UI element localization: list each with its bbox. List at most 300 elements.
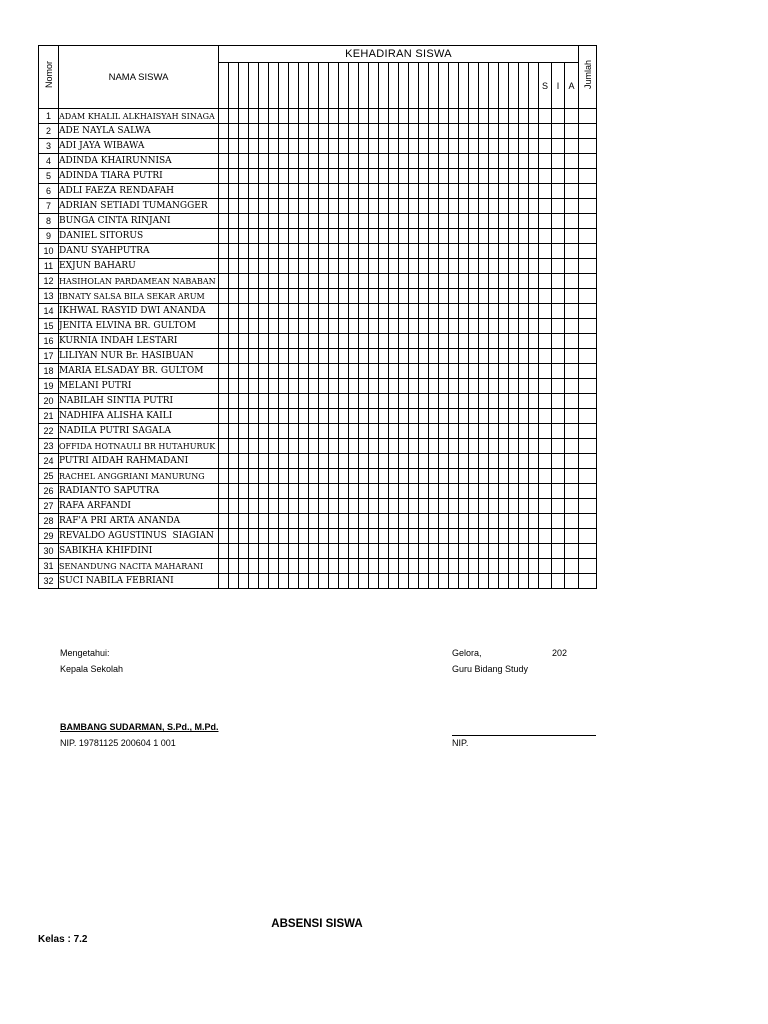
attendance-cell: [289, 124, 299, 139]
attendance-cell: [229, 229, 239, 244]
attendance-cell: [289, 184, 299, 199]
attendance-cell: [309, 229, 319, 244]
student-row: [39, 349, 597, 364]
sakit-cell: [539, 184, 552, 199]
attendance-cell: [449, 439, 459, 454]
alpa-cell: [565, 199, 579, 214]
attendance-cell: [399, 454, 409, 469]
student-row: [39, 469, 597, 484]
attendance-cell: [269, 199, 279, 214]
attendance-cell: [429, 319, 439, 334]
attendance-cell: [419, 499, 429, 514]
attendance-cell: [329, 439, 339, 454]
attendance-cell: [309, 214, 319, 229]
attendance-cell: [429, 559, 439, 574]
jumlah-cell: [579, 574, 597, 589]
attendance-cell: [519, 394, 529, 409]
attendance-cell: [489, 124, 499, 139]
attendance-cell: [439, 394, 449, 409]
jumlah-cell: [579, 229, 597, 244]
attendance-cell: [489, 334, 499, 349]
attendance-cell: [349, 514, 359, 529]
attendance-cell: [369, 109, 379, 124]
attendance-cell: [429, 409, 439, 424]
row-number: 13: [39, 289, 59, 304]
attendance-cell: [359, 424, 369, 439]
attendance-cell: [439, 154, 449, 169]
attendance-cell: [449, 304, 459, 319]
attendance-cell: [249, 379, 259, 394]
attendance-cell: [349, 199, 359, 214]
attendance-cell: [219, 379, 229, 394]
attendance-cell: [529, 349, 539, 364]
attendance-cell: [429, 574, 439, 589]
izin-cell: [552, 469, 565, 484]
attendance-cell: [439, 529, 449, 544]
attendance-cell: [269, 529, 279, 544]
izin-cell: [552, 394, 565, 409]
attendance-cell: [409, 214, 419, 229]
attendance-cell: [269, 139, 279, 154]
attendance-cell: [219, 469, 229, 484]
attendance-cell: [219, 244, 229, 259]
row-number: 17: [39, 349, 59, 364]
attendance-cell: [469, 559, 479, 574]
attendance-cell: [259, 229, 269, 244]
attendance-cell: [339, 364, 349, 379]
attendance-cell: [279, 469, 289, 484]
attendance-cell: [449, 214, 459, 229]
attendance-cell: [529, 484, 539, 499]
attendance-cell: [479, 484, 489, 499]
attendance-cell: [249, 184, 259, 199]
attendance-cell: [249, 394, 259, 409]
attendance-cell: [279, 499, 289, 514]
attendance-cell: [229, 454, 239, 469]
row-number: 1: [39, 109, 59, 124]
attendance-cell: [439, 574, 449, 589]
attendance-cell: [349, 484, 359, 499]
attendance-cell: [519, 274, 529, 289]
jumlah-cell: [579, 469, 597, 484]
student-row: [39, 289, 597, 304]
attendance-cell: [339, 469, 349, 484]
attendance-cell: [359, 274, 369, 289]
attendance-cell: [319, 499, 329, 514]
attendance-cell: [379, 349, 389, 364]
attendance-cell: [429, 154, 439, 169]
attendance-cell: [249, 484, 259, 499]
attendance-cell: [369, 199, 379, 214]
attendance-cell: [499, 394, 509, 409]
attendance-cell: [469, 529, 479, 544]
attendance-cell: [339, 289, 349, 304]
attendance-cell: [399, 379, 409, 394]
student-name: ADE NAYLA SALWA: [59, 124, 219, 139]
attendance-cell: [259, 379, 269, 394]
jumlah-cell: [579, 199, 597, 214]
attendance-cell: [469, 514, 479, 529]
attendance-cell: [299, 499, 309, 514]
attendance-cell: [319, 544, 329, 559]
attendance-cell: [269, 289, 279, 304]
attendance-cell: [329, 319, 339, 334]
attendance-cell: [219, 184, 229, 199]
attendance-cell: [489, 559, 499, 574]
attendance-cell: [489, 199, 499, 214]
attendance-cell: [289, 544, 299, 559]
attendance-cell: [299, 529, 309, 544]
row-number: 18: [39, 364, 59, 379]
attendance-cell: [499, 484, 509, 499]
attendance-cell: [399, 154, 409, 169]
attendance-cell: [319, 559, 329, 574]
attendance-cell: [259, 289, 269, 304]
attendance-cell: [229, 349, 239, 364]
row-number: 16: [39, 334, 59, 349]
attendance-cell: [289, 574, 299, 589]
attendance-cell: [379, 364, 389, 379]
attendance-cell: [459, 379, 469, 394]
attendance-cell: [509, 214, 519, 229]
attendance-cell: [509, 544, 519, 559]
attendance-cell: [489, 424, 499, 439]
attendance-cell: [219, 364, 229, 379]
attendance-cell: [529, 439, 539, 454]
attendance-cell: [429, 514, 439, 529]
attendance-cell: [259, 529, 269, 544]
attendance-cell: [319, 439, 329, 454]
attendance-cell: [289, 139, 299, 154]
attendance-cell: [489, 379, 499, 394]
attendance-cell: [279, 109, 289, 124]
attendance-cell: [259, 259, 269, 274]
day-column-header: [369, 63, 379, 109]
attendance-cell: [329, 409, 339, 424]
student-row: [39, 169, 597, 184]
attendance-cell: [429, 469, 439, 484]
student-name: RAF'A PRI ARTA ANANDA: [59, 514, 219, 529]
attendance-cell: [389, 229, 399, 244]
attendance-cell: [299, 289, 309, 304]
attendance-cell: [289, 334, 299, 349]
attendance-cell: [389, 274, 399, 289]
attendance-cell: [509, 379, 519, 394]
attendance-cell: [529, 154, 539, 169]
student-row: [39, 319, 597, 334]
attendance-cell: [359, 514, 369, 529]
attendance-cell: [519, 259, 529, 274]
attendance-cell: [419, 379, 429, 394]
attendance-cell: [349, 364, 359, 379]
attendance-cell: [399, 304, 409, 319]
attendance-cell: [469, 139, 479, 154]
attendance-cell: [259, 319, 269, 334]
attendance-cell: [509, 169, 519, 184]
attendance-cell: [499, 304, 509, 319]
attendance-cell: [469, 379, 479, 394]
student-name: SUCI NABILA FEBRIANI: [59, 574, 219, 589]
attendance-cell: [529, 364, 539, 379]
attendance-cell: [229, 169, 239, 184]
attendance-cell: [239, 334, 249, 349]
attendance-cell: [329, 529, 339, 544]
attendance-cell: [409, 529, 419, 544]
row-number: 7: [39, 199, 59, 214]
attendance-cell: [439, 319, 449, 334]
attendance-cell: [399, 319, 409, 334]
attendance-cell: [309, 499, 319, 514]
attendance-cell: [389, 244, 399, 259]
attendance-cell: [369, 439, 379, 454]
day-column-header: [509, 63, 519, 109]
attendance-cell: [219, 559, 229, 574]
attendance-cell: [279, 334, 289, 349]
jumlah-cell: [579, 364, 597, 379]
jumlah-cell: [579, 124, 597, 139]
izin-cell: [552, 124, 565, 139]
attendance-cell: [519, 334, 529, 349]
attendance-cell: [389, 199, 399, 214]
attendance-cell: [279, 379, 289, 394]
alpa-cell: [565, 304, 579, 319]
attendance-cell: [269, 484, 279, 499]
attendance-cell: [409, 514, 419, 529]
attendance-cell: [239, 154, 249, 169]
attendance-cell: [529, 514, 539, 529]
attendance-cell: [379, 379, 389, 394]
attendance-cell: [499, 514, 509, 529]
attendance-cell: [239, 244, 249, 259]
attendance-cell: [479, 274, 489, 289]
attendance-cell: [339, 379, 349, 394]
attendance-cell: [289, 514, 299, 529]
attendance-cell: [299, 349, 309, 364]
row-number: 3: [39, 139, 59, 154]
attendance-cell: [469, 439, 479, 454]
attendance-cell: [279, 439, 289, 454]
attendance-cell: [469, 574, 479, 589]
attendance-cell: [439, 124, 449, 139]
attendance-cell: [529, 169, 539, 184]
student-name: OFFIDA HOTNAULI BR HUTAHURUK: [59, 439, 219, 454]
attendance-cell: [399, 499, 409, 514]
izin-cell: [552, 139, 565, 154]
jumlah-cell: [579, 259, 597, 274]
attendance-cell: [289, 274, 299, 289]
attendance-cell: [489, 574, 499, 589]
attendance-cell: [409, 244, 419, 259]
alpa-cell: [565, 319, 579, 334]
attendance-cell: [479, 424, 489, 439]
attendance-cell: [399, 229, 409, 244]
attendance-cell: [299, 319, 309, 334]
attendance-cell: [489, 169, 499, 184]
attendance-cell: [299, 229, 309, 244]
attendance-cell: [389, 289, 399, 304]
attendance-cell: [469, 199, 479, 214]
sakit-cell: [539, 124, 552, 139]
attendance-cell: [429, 244, 439, 259]
attendance-cell: [369, 514, 379, 529]
attendance-cell: [279, 484, 289, 499]
izin-cell: [552, 439, 565, 454]
attendance-cell: [369, 559, 379, 574]
day-column-header: [429, 63, 439, 109]
attendance-cell: [249, 229, 259, 244]
attendance-cell: [379, 109, 389, 124]
attendance-cell: [389, 214, 399, 229]
attendance-cell: [429, 184, 439, 199]
attendance-cell: [249, 544, 259, 559]
attendance-cell: [449, 139, 459, 154]
attendance-cell: [529, 409, 539, 424]
day-column-header: [409, 63, 419, 109]
attendance-cell: [419, 394, 429, 409]
attendance-cell: [359, 334, 369, 349]
student-row: [39, 334, 597, 349]
attendance-cell: [459, 124, 469, 139]
sakit-cell: [539, 544, 552, 559]
attendance-cell: [399, 289, 409, 304]
attendance-cell: [349, 124, 359, 139]
attendance-cell: [519, 229, 529, 244]
attendance-cell: [489, 409, 499, 424]
sakit-cell: [539, 424, 552, 439]
attendance-cell: [329, 244, 339, 259]
attendance-cell: [309, 469, 319, 484]
attendance-cell: [449, 499, 459, 514]
alpa-cell: [565, 484, 579, 499]
attendance-cell: [379, 439, 389, 454]
attendance-cell: [289, 199, 299, 214]
attendance-cell: [329, 559, 339, 574]
attendance-cell: [269, 454, 279, 469]
attendance-cell: [349, 319, 359, 334]
izin-cell: [552, 289, 565, 304]
attendance-cell: [369, 394, 379, 409]
attendance-cell: [349, 439, 359, 454]
attendance-cell: [459, 394, 469, 409]
attendance-cell: [389, 394, 399, 409]
attendance-cell: [369, 154, 379, 169]
student-name: RAFA ARFANDI: [59, 499, 219, 514]
jumlah-header-label: Jumlah: [582, 59, 593, 89]
attendance-cell: [499, 529, 509, 544]
attendance-cell: [279, 364, 289, 379]
attendance-cell: [269, 304, 279, 319]
day-column-header: [249, 63, 259, 109]
attendance-cell: [349, 529, 359, 544]
attendance-cell: [289, 424, 299, 439]
attendance-cell: [429, 109, 439, 124]
attendance-cell: [359, 139, 369, 154]
attendance-cell: [529, 124, 539, 139]
kepala-sekolah-name: BAMBANG SUDARMAN, S.Pd., M.Pd.: [60, 722, 219, 732]
attendance-cell: [509, 409, 519, 424]
attendance-cell: [349, 409, 359, 424]
row-number: 27: [39, 499, 59, 514]
attendance-cell: [529, 424, 539, 439]
alpa-cell: [565, 514, 579, 529]
attendance-cell: [389, 529, 399, 544]
attendance-cell: [259, 409, 269, 424]
alpa-cell: [565, 214, 579, 229]
attendance-cell: [479, 169, 489, 184]
student-row: [39, 139, 597, 154]
attendance-cell: [309, 514, 319, 529]
attendance-cell: [519, 319, 529, 334]
attendance-cell: [309, 289, 319, 304]
attendance-cell: [329, 124, 339, 139]
attendance-cell: [419, 424, 429, 439]
attendance-cell: [439, 259, 449, 274]
attendance-cell: [269, 184, 279, 199]
attendance-cell: [379, 454, 389, 469]
attendance-cell: [459, 319, 469, 334]
attendance-cell: [469, 349, 479, 364]
attendance-cell: [369, 544, 379, 559]
attendance-cell: [259, 109, 269, 124]
attendance-cell: [439, 244, 449, 259]
attendance-cell: [249, 514, 259, 529]
attendance-cell: [519, 559, 529, 574]
attendance-cell: [219, 109, 229, 124]
attendance-cell: [489, 109, 499, 124]
attendance-cell: [449, 334, 459, 349]
attendance-cell: [259, 334, 269, 349]
attendance-cell: [429, 274, 439, 289]
attendance-cell: [429, 199, 439, 214]
jumlah-cell: [579, 409, 597, 424]
day-column-header: [489, 63, 499, 109]
attendance-cell: [439, 499, 449, 514]
jumlah-cell: [579, 289, 597, 304]
attendance-cell: [279, 559, 289, 574]
alpa-cell: [565, 139, 579, 154]
attendance-cell: [219, 274, 229, 289]
student-row: [39, 154, 597, 169]
attendance-cell: [449, 154, 459, 169]
attendance-cell: [319, 319, 329, 334]
attendance-cell: [239, 439, 249, 454]
attendance-cell: [329, 259, 339, 274]
izin-cell: [552, 514, 565, 529]
attendance-cell: [409, 259, 419, 274]
attendance-cell: [489, 514, 499, 529]
attendance-cell: [359, 499, 369, 514]
attendance-cell: [519, 379, 529, 394]
attendance-cell: [349, 334, 359, 349]
attendance-cell: [279, 274, 289, 289]
attendance-cell: [329, 574, 339, 589]
attendance-cell: [349, 454, 359, 469]
row-number: 31: [39, 559, 59, 574]
attendance-cell: [429, 484, 439, 499]
attendance-cell: [229, 379, 239, 394]
attendance-cell: [309, 274, 319, 289]
attendance-cell: [419, 154, 429, 169]
attendance-cell: [349, 229, 359, 244]
attendance-cell: [289, 154, 299, 169]
attendance-cell: [529, 244, 539, 259]
attendance-cell: [339, 304, 349, 319]
attendance-cell: [379, 394, 389, 409]
attendance-cell: [339, 109, 349, 124]
attendance-cell: [459, 244, 469, 259]
alpa-cell: [565, 289, 579, 304]
sakit-cell: [539, 109, 552, 124]
